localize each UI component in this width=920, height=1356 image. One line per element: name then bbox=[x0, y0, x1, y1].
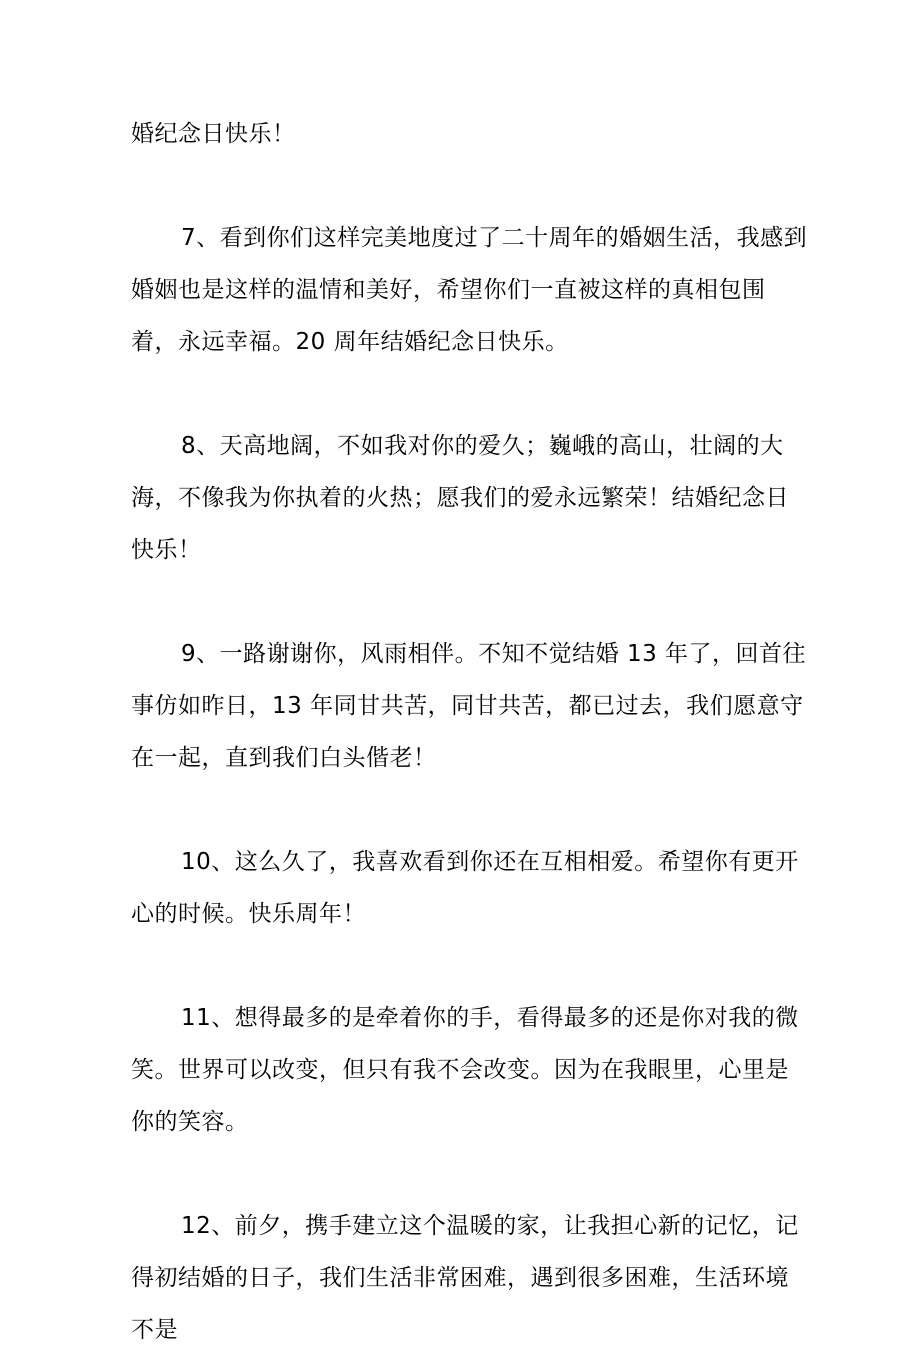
paragraph-11: 11、想得最多的是牵着你的手，看得最多的还是你对我的微笑。世界可以改变，但只有我不会改变。因为在我眼里，心里是你的笑容。 bbox=[131, 1005, 799, 1135]
document-body bbox=[131, 108, 811, 1356]
paragraph-continuation: 婚纪念日快乐！ bbox=[131, 121, 296, 147]
paragraph-8: 8、天高地阔，不如我对你的爱久；巍峨的高山，壮阔的大海，不像我为你执着的火热；愿我们的爱永远繁荣！结婚纪念日快乐！ bbox=[131, 433, 789, 563]
paragraph-7: 7、看到你们这样完美地度过了二十周年的婚姻生活，我感到婚姻也是这样的温情和美好，希望你们一直被这样的真相包围着，永远幸福。20 周年结婚纪念日快乐。 bbox=[131, 225, 808, 355]
paragraph-9: 9、一路谢谢你，风雨相伴。不知不觉结婚 13 年了，回首往事仿如昨日，13 年同甘共苦，同甘共苦，都已过去，我们愿意守在一起，直到我们白头偕老！ bbox=[131, 641, 807, 771]
paragraph-12: 12、前夕，携手建立这个温暖的家，让我担心新的记忆，记得初结婚的日子，我们生活非常困难，遇到很多困难，生活环境不是 bbox=[131, 1213, 799, 1343]
paragraph-10: 10、这么久了，我喜欢看到你还在互相相爱。希望你有更开心的时候。快乐周年！ bbox=[131, 849, 799, 927]
